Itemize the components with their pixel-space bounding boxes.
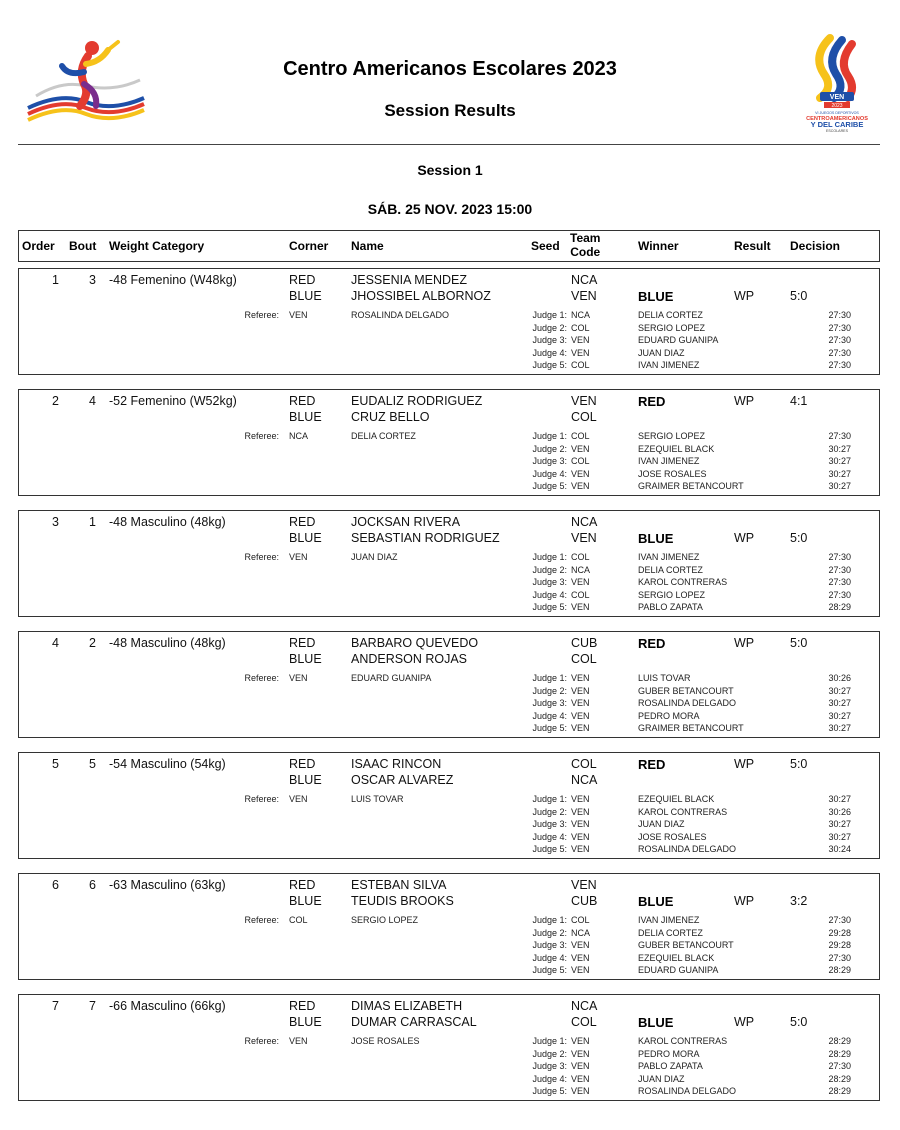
judge-label: Judge 3: — [532, 335, 567, 345]
judge-name: GRAIMER BETANCOURT — [638, 723, 744, 733]
judge-label: Judge 3: — [532, 819, 567, 829]
judge-code: VEN — [571, 673, 590, 683]
blue-corner: BLUE — [289, 652, 322, 666]
result: WP — [734, 394, 755, 408]
judge-score: 27:30 — [828, 952, 851, 963]
judge-code: COL — [571, 322, 590, 333]
judge-name: PEDRO MORA — [638, 710, 700, 721]
session-datetime: SÁB. 25 NOV. 2023 15:00 — [367, 201, 533, 217]
winner: BLUE — [638, 531, 674, 546]
judge-label: Judge 3: — [532, 456, 567, 466]
bout-number: 7 — [89, 999, 96, 1013]
blue-corner: BLUE — [289, 289, 322, 303]
judge-score: 27:30 — [828, 360, 851, 370]
judge-label: Judge 4: — [532, 468, 567, 479]
judge-code: NCA — [571, 927, 591, 938]
judge-name: EDUARD GUANIPA — [638, 965, 719, 975]
red-team-code: NCA — [571, 999, 598, 1013]
games-logo-year: 2023 — [831, 103, 843, 109]
judge-label: Judge 4: — [532, 710, 567, 721]
judge-name: EZEQUIEL BLACK — [638, 443, 715, 454]
referee-code: VEN — [289, 794, 308, 804]
session-label: Session 1 — [417, 162, 483, 178]
judge-name: SERGIO LOPEZ — [638, 431, 706, 441]
red-athlete-name: DIMAS ELIZABETH — [351, 999, 463, 1013]
winner: BLUE — [638, 1015, 674, 1030]
col-name: Name — [351, 239, 384, 253]
judge-name: JUAN DIAZ — [638, 347, 685, 358]
weight-category: -52 Femenino (W52kg) — [109, 394, 237, 408]
referee-code: VEN — [289, 552, 308, 562]
judge-score: 28:29 — [828, 1073, 851, 1084]
judge-code: VEN — [571, 806, 590, 817]
red-corner: RED — [289, 878, 316, 892]
judge-label: Judge 5: — [532, 965, 567, 975]
bout-order: 4 — [52, 636, 59, 650]
judge-score: 27:30 — [828, 552, 851, 562]
red-team-code: COL — [571, 757, 597, 771]
judge-score: 30:27 — [828, 831, 851, 842]
judge-score: 27:30 — [828, 322, 851, 333]
referee-name: ROSALINDA DELGADO — [351, 310, 450, 320]
judge-label: Judge 1: — [532, 1036, 567, 1046]
judge-name: SERGIO LOPEZ — [638, 322, 706, 333]
judge-code: VEN — [571, 965, 590, 975]
judge-score: 27:30 — [828, 915, 851, 925]
col-team: Team — [570, 231, 601, 245]
referee-code: VEN — [289, 310, 308, 320]
judge-label: Judge 5: — [532, 723, 567, 733]
judge-label: Judge 4: — [532, 1073, 567, 1084]
judge-score: 30:27 — [828, 698, 851, 708]
judge-name: DELIA CORTEZ — [638, 310, 703, 320]
col-result: Result — [734, 239, 771, 253]
referee-code: VEN — [289, 1036, 308, 1046]
judge-name: KAROL CONTRERAS — [638, 577, 728, 587]
col-team-code — [570, 231, 600, 259]
judge-label: Judge 3: — [532, 940, 567, 950]
referee-label: Referee: — [244, 431, 279, 441]
col-seed: Seed — [531, 239, 560, 253]
judge-name: ROSALINDA DELGADO — [638, 698, 737, 708]
red-corner: RED — [289, 757, 316, 771]
judge-code: NCA — [571, 310, 591, 320]
judge-name: DELIA CORTEZ — [638, 564, 703, 575]
winner: RED — [638, 636, 666, 651]
judge-code: VEN — [571, 940, 590, 950]
judge-label: Judge 2: — [532, 322, 567, 333]
referee-label: Referee: — [244, 673, 279, 683]
blue-team-code: COL — [571, 652, 597, 666]
judge-name: EZEQUIEL BLACK — [638, 794, 715, 804]
col-code: Code — [570, 245, 601, 259]
decision: 5:0 — [790, 289, 808, 303]
result: WP — [734, 757, 755, 771]
judge-code: VEN — [571, 698, 590, 708]
judge-code: VEN — [571, 335, 590, 345]
referee-label: Referee: — [244, 794, 279, 804]
judge-label: Judge 4: — [532, 831, 567, 842]
judge-label: Judge 2: — [532, 443, 567, 454]
referee-name: EDUARD GUANIPA — [351, 673, 432, 683]
judge-code: VEN — [571, 819, 590, 829]
bout-row — [18, 268, 880, 375]
judge-code: VEN — [571, 844, 590, 854]
red-team-code: VEN — [571, 394, 597, 408]
blue-team-code: VEN — [571, 531, 597, 545]
red-athlete-name: ISAAC RINCON — [351, 757, 442, 771]
referee-name: LUIS TOVAR — [351, 794, 404, 804]
judge-label: Judge 3: — [532, 698, 567, 708]
red-corner: RED — [289, 999, 316, 1013]
blue-team-code: CUB — [571, 894, 598, 908]
result: WP — [734, 531, 755, 545]
judge-name: SERGIO LOPEZ — [638, 589, 706, 600]
games-logo-line: VI JUEGOS DEPORTIVOS — [815, 111, 859, 115]
referee-name: SERGIO LOPEZ — [351, 915, 419, 925]
judge-label: Judge 2: — [532, 1048, 567, 1059]
games-logo-line: ESCOLARES — [826, 129, 848, 133]
judge-name: IVAN JIMENEZ — [638, 915, 700, 925]
judge-score: 28:29 — [828, 1048, 851, 1059]
judge-name: PABLO ZAPATA — [638, 602, 703, 612]
bout-number: 6 — [89, 878, 96, 892]
judge-name: GRAIMER BETANCOURT — [638, 481, 744, 491]
weight-category: -48 Masculino (48kg) — [109, 636, 226, 650]
referee-code: NCA — [289, 431, 309, 441]
blue-corner: BLUE — [289, 894, 322, 908]
judge-code: COL — [571, 431, 590, 441]
judge-code: VEN — [571, 347, 590, 358]
red-corner: RED — [289, 515, 316, 529]
bout-number: 2 — [89, 636, 96, 650]
red-athlete-name: ESTEBAN SILVA — [351, 878, 447, 892]
winner: BLUE — [638, 289, 674, 304]
judge-score: 29:28 — [828, 927, 851, 938]
judge-label: Judge 4: — [532, 347, 567, 358]
col-decision: Decision — [790, 239, 841, 253]
judge-score: 27:30 — [828, 1061, 851, 1071]
winner: BLUE — [638, 894, 674, 909]
judge-name: JUAN DIAZ — [638, 819, 685, 829]
judge-score: 30:27 — [828, 794, 851, 804]
judge-score: 30:24 — [828, 844, 851, 854]
judge-name: LUIS TOVAR — [638, 673, 691, 683]
judge-code: VEN — [571, 1061, 590, 1071]
judge-label: Judge 1: — [532, 794, 567, 804]
judge-score: 27:30 — [828, 589, 851, 600]
bout-row — [18, 389, 880, 496]
red-team-code: CUB — [571, 636, 598, 650]
judge-name: ROSALINDA DELGADO — [638, 1086, 737, 1096]
judge-score: 28:29 — [828, 965, 851, 975]
weight-category: -54 Masculino (54kg) — [109, 757, 226, 771]
judge-score: 30:26 — [828, 673, 851, 683]
judge-code: VEN — [571, 710, 590, 721]
bout-order: 1 — [52, 273, 59, 287]
judge-code: COL — [571, 589, 590, 600]
judge-score: 30:27 — [828, 685, 851, 696]
blue-corner: BLUE — [289, 410, 322, 424]
bout-number: 3 — [89, 273, 96, 287]
judge-label: Judge 3: — [532, 1061, 567, 1071]
judge-name: JOSE ROSALES — [638, 831, 707, 842]
judge-score: 27:30 — [828, 347, 851, 358]
judge-name: GUBER BETANCOURT — [638, 685, 734, 696]
col-corner: Corner — [289, 239, 329, 253]
red-corner: RED — [289, 394, 316, 408]
judge-code: COL — [571, 360, 590, 370]
referee-label: Referee: — [244, 552, 279, 562]
games-logo-line: CENTROAMERICANOS — [806, 116, 868, 122]
bout-row — [18, 994, 880, 1101]
winner: RED — [638, 757, 666, 772]
judge-code: VEN — [571, 468, 590, 479]
judge-label: Judge 2: — [532, 806, 567, 817]
decision: 5:0 — [790, 757, 808, 771]
judge-label: Judge 2: — [532, 927, 567, 938]
judge-code: COL — [571, 552, 590, 562]
judge-score: 30:27 — [828, 710, 851, 721]
blue-corner: BLUE — [289, 531, 322, 545]
red-team-code: VEN — [571, 878, 597, 892]
decision: 3:2 — [790, 894, 808, 908]
bout-row — [18, 631, 880, 738]
games-logo-line: Y DEL CARIBE — [810, 120, 864, 129]
weight-category: -48 Masculino (48kg) — [109, 515, 226, 529]
blue-team-code: COL — [571, 1015, 597, 1029]
red-team-code: NCA — [571, 273, 598, 287]
bout-order: 2 — [52, 394, 59, 408]
bout-number: 4 — [89, 394, 96, 408]
judge-score: 30:27 — [828, 481, 851, 491]
result: WP — [734, 636, 755, 650]
judge-name: PABLO ZAPATA — [638, 1061, 703, 1071]
table-header — [18, 230, 880, 262]
document-subtitle: Session Results — [384, 101, 516, 120]
bouts-list — [18, 268, 880, 1115]
judge-code: VEN — [571, 1048, 590, 1059]
judge-label: Judge 5: — [532, 1086, 567, 1096]
winner: RED — [638, 394, 666, 409]
judge-code: VEN — [571, 685, 590, 696]
judge-score: 27:30 — [828, 431, 851, 441]
judge-code: VEN — [571, 794, 590, 804]
judge-score: 28:29 — [828, 1086, 851, 1096]
col-winner: Winner — [638, 239, 679, 253]
judge-score: 27:30 — [828, 564, 851, 575]
judge-label: Judge 5: — [532, 481, 567, 491]
referee-name: DELIA CORTEZ — [351, 431, 416, 441]
judge-code: NCA — [571, 564, 591, 575]
judge-code: VEN — [571, 577, 590, 587]
referee-code: COL — [289, 915, 308, 925]
referee-name: JOSE ROSALES — [351, 1036, 420, 1046]
judge-score: 28:29 — [828, 602, 851, 612]
judge-code: VEN — [571, 443, 590, 454]
judge-code: VEN — [571, 952, 590, 963]
judge-score: 29:28 — [828, 940, 851, 950]
bout-row — [18, 873, 880, 980]
blue-athlete-name: SEBASTIAN RODRIGUEZ — [351, 531, 500, 545]
referee-label: Referee: — [244, 1036, 279, 1046]
result: WP — [734, 289, 755, 303]
col-bout: Bout — [69, 239, 97, 253]
weight-category: -48 Femenino (W48kg) — [109, 273, 237, 287]
red-corner: RED — [289, 273, 316, 287]
col-order: Order — [22, 239, 55, 253]
judge-name: ROSALINDA DELGADO — [638, 844, 737, 854]
bout-order: 6 — [52, 878, 59, 892]
bout-number: 5 — [89, 757, 96, 771]
judge-label: Judge 1: — [532, 673, 567, 683]
blue-athlete-name: ANDERSON ROJAS — [351, 652, 467, 666]
bout-order: 5 — [52, 757, 59, 771]
judge-score: 30:27 — [828, 468, 851, 479]
weight-category: -66 Masculino (66kg) — [109, 999, 226, 1013]
referee-label: Referee: — [244, 915, 279, 925]
judge-score: 27:30 — [828, 577, 851, 587]
judge-name: IVAN JIMENEZ — [638, 552, 700, 562]
judge-score: 28:29 — [828, 1036, 851, 1046]
judge-code: VEN — [571, 1036, 590, 1046]
blue-team-code: COL — [571, 410, 597, 424]
judge-label: Judge 4: — [532, 589, 567, 600]
judge-name: JOSE ROSALES — [638, 468, 707, 479]
judge-label: Judge 2: — [532, 564, 567, 575]
weight-category: -63 Masculino (63kg) — [109, 878, 226, 892]
blue-athlete-name: OSCAR ALVAREZ — [351, 773, 454, 787]
judge-label: Judge 3: — [532, 577, 567, 587]
judge-name: PEDRO MORA — [638, 1048, 700, 1059]
judge-name: KAROL CONTRERAS — [638, 806, 728, 817]
judge-name: EZEQUIEL BLACK — [638, 952, 715, 963]
judge-label: Judge 5: — [532, 602, 567, 612]
red-athlete-name: JOCKSAN RIVERA — [351, 515, 461, 529]
judge-score: 30:27 — [828, 443, 851, 454]
games-logo-country: VEN — [829, 94, 845, 101]
header-divider — [18, 144, 880, 145]
red-corner: RED — [289, 636, 316, 650]
judge-label: Judge 5: — [532, 360, 567, 370]
judge-code: VEN — [571, 1073, 590, 1084]
judge-score: 27:30 — [828, 310, 851, 320]
judge-score: 30:27 — [828, 456, 851, 466]
judge-label: Judge 1: — [532, 431, 567, 441]
blue-team-code: VEN — [571, 289, 597, 303]
judge-score: 30:26 — [828, 806, 851, 817]
judge-code: VEN — [571, 1086, 590, 1096]
judge-score: 30:27 — [828, 723, 851, 733]
judge-code: COL — [571, 456, 590, 466]
referee-name: JUAN DIAZ — [351, 552, 398, 562]
blue-athlete-name: JHOSSIBEL ALBORNOZ — [351, 289, 491, 303]
judge-code: COL — [571, 915, 590, 925]
judge-code: VEN — [571, 481, 590, 491]
blue-team-code: NCA — [571, 773, 598, 787]
judge-name: KAROL CONTRERAS — [638, 1036, 728, 1046]
judge-code: VEN — [571, 602, 590, 612]
blue-athlete-name: CRUZ BELLO — [351, 410, 430, 424]
red-athlete-name: JESSENIA MENDEZ — [351, 273, 467, 287]
result: WP — [734, 1015, 755, 1029]
bout-number: 1 — [89, 515, 96, 529]
bout-row — [18, 752, 880, 859]
judge-name: JUAN DIAZ — [638, 1073, 685, 1084]
judge-code: VEN — [571, 723, 590, 733]
judge-code: VEN — [571, 831, 590, 842]
red-team-code: NCA — [571, 515, 598, 529]
judge-label: Judge 4: — [532, 952, 567, 963]
blue-athlete-name: DUMAR CARRASCAL — [351, 1015, 477, 1029]
judge-name: EDUARD GUANIPA — [638, 335, 719, 345]
judge-score: 27:30 — [828, 335, 851, 345]
blue-corner: BLUE — [289, 1015, 322, 1029]
referee-code: VEN — [289, 673, 308, 683]
decision: 5:0 — [790, 531, 808, 545]
bout-order: 7 — [52, 999, 59, 1013]
judge-name: GUBER BETANCOURT — [638, 940, 734, 950]
judge-name: IVAN JIMENEZ — [638, 456, 700, 466]
bout-order: 3 — [52, 515, 59, 529]
decision: 5:0 — [790, 636, 808, 650]
referee-label: Referee: — [244, 310, 279, 320]
document-title: Centro Americanos Escolares 2023 — [283, 58, 617, 80]
decision: 4:1 — [790, 394, 808, 408]
col-weight-category: Weight Category — [109, 239, 205, 253]
bout-row — [18, 510, 880, 617]
red-athlete-name: BARBARO QUEVEDO — [351, 636, 479, 650]
judge-score: 30:27 — [828, 819, 851, 829]
judge-name: IVAN JIMENEZ — [638, 360, 700, 370]
judge-label: Judge 5: — [532, 844, 567, 854]
judge-label: Judge 2: — [532, 685, 567, 696]
blue-athlete-name: TEUDIS BROOKS — [351, 894, 454, 908]
judge-label: Judge 1: — [532, 552, 567, 562]
decision: 5:0 — [790, 1015, 808, 1029]
result: WP — [734, 894, 755, 908]
red-athlete-name: EUDALIZ RODRIGUEZ — [351, 394, 483, 408]
judge-label: Judge 1: — [532, 310, 567, 320]
blue-corner: BLUE — [289, 773, 322, 787]
judge-label: Judge 1: — [532, 915, 567, 925]
judge-name: DELIA CORTEZ — [638, 927, 703, 938]
